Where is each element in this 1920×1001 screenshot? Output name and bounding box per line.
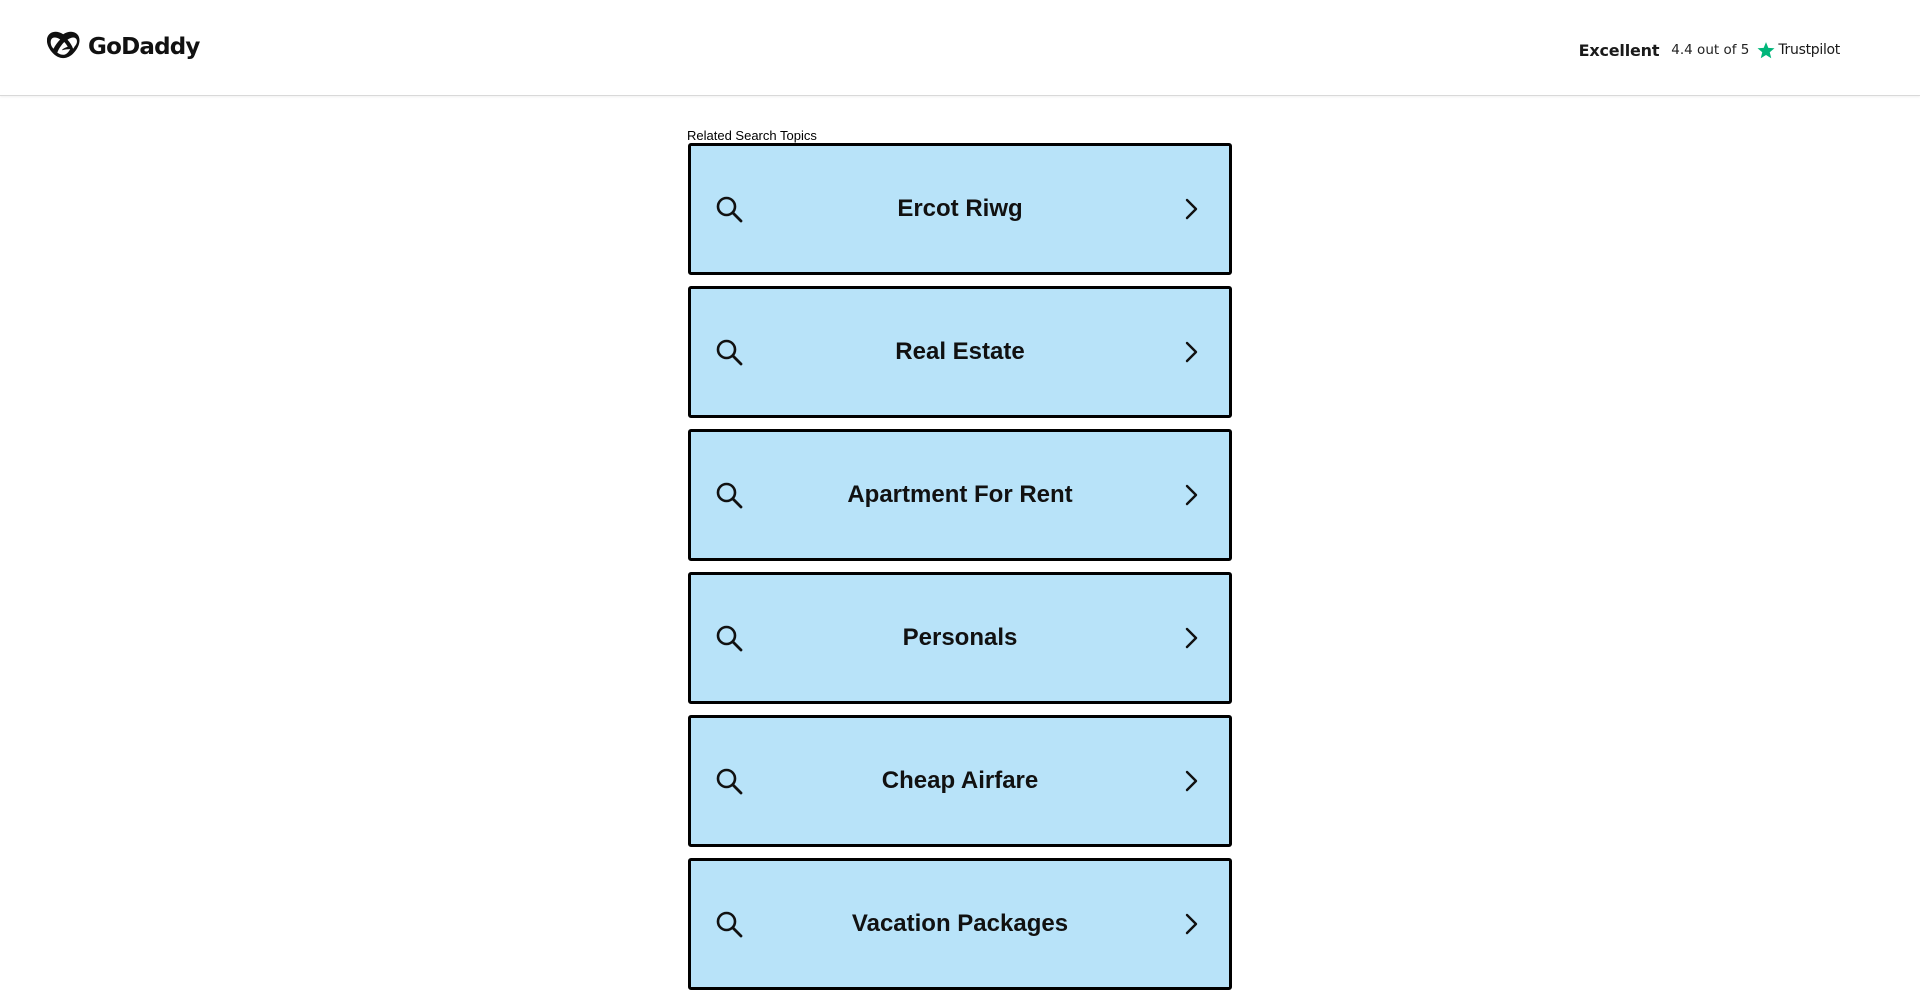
star-icon (1757, 41, 1775, 59)
topic-label: Personals (902, 624, 1018, 651)
rating-word: Excellent (1578, 40, 1660, 60)
topic-label: Real Estate (895, 338, 1025, 365)
chevron-right-icon (1183, 912, 1199, 936)
trustpilot-name: Trustpilot (1778, 42, 1840, 58)
godaddy-logo[interactable] (47, 31, 200, 63)
rating-score: 4.4 out of 5 (1671, 42, 1750, 58)
chevron-right-icon (1183, 769, 1199, 793)
godaddy-heart-icon (47, 31, 83, 63)
related-search-label: Related Search Topics (687, 128, 817, 143)
chevron-right-icon (1183, 483, 1199, 507)
topic-label: Vacation Packages (851, 910, 1069, 937)
topic-label: Cheap Airfare (881, 767, 1039, 794)
topic-label: Ercot Riwg (897, 195, 1023, 222)
topic-link[interactable] (688, 858, 1232, 990)
chevron-right-icon (1183, 197, 1199, 221)
site-header (0, 0, 1920, 96)
topic-link[interactable] (688, 715, 1232, 847)
topic-link[interactable] (688, 143, 1232, 275)
trustpilot-rating[interactable] (1579, 38, 1840, 62)
chevron-right-icon (1183, 626, 1199, 650)
chevron-right-icon (1183, 340, 1199, 364)
topic-label: Apartment For Rent (847, 481, 1073, 508)
related-topics-list (688, 143, 1232, 1001)
topic-link[interactable] (688, 572, 1232, 704)
logo-text: GoDaddy (88, 34, 200, 60)
topic-link[interactable] (688, 429, 1232, 561)
topic-link[interactable] (688, 286, 1232, 418)
